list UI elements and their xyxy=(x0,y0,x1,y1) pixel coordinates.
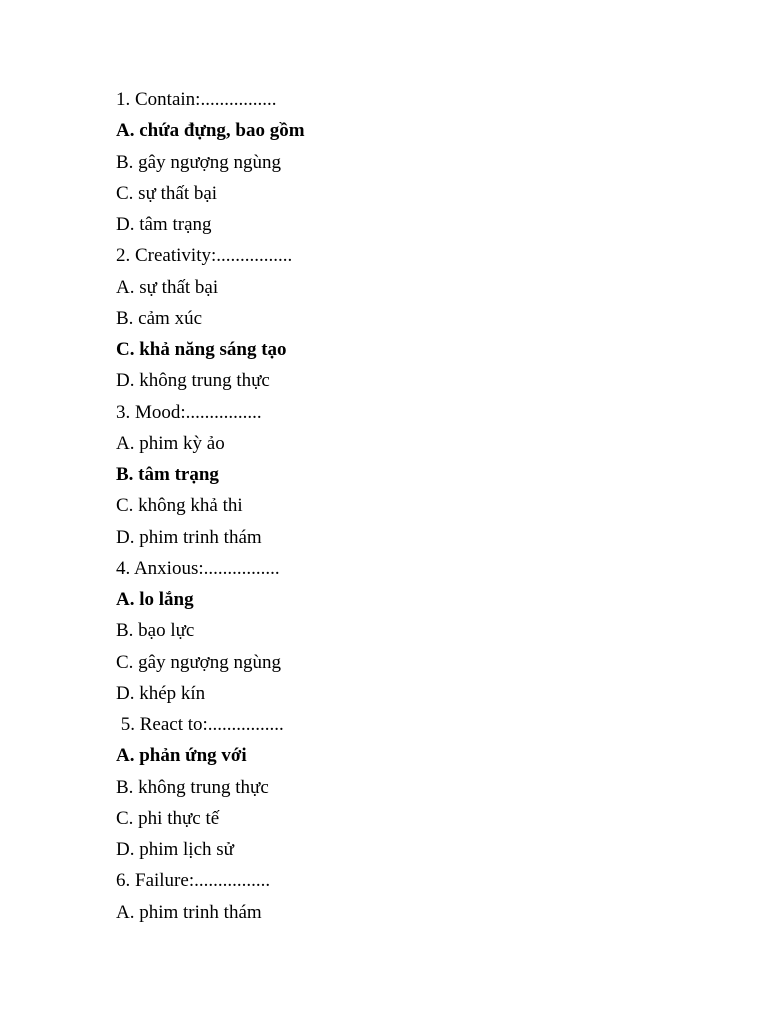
question-line: 1. Contain:................ xyxy=(116,89,277,110)
option-line: C. sự thất bại xyxy=(116,182,218,204)
option-line: D. không trung thực xyxy=(116,370,270,392)
option-line: C. không khả thi xyxy=(116,495,243,517)
option-line: D. phim lịch sử xyxy=(116,839,234,860)
option-line: B. gây ngượng ngùng xyxy=(116,151,281,173)
correct-answer-line: B. tâm trạng xyxy=(116,464,219,485)
option-line: C. gây ngượng ngùng xyxy=(116,651,281,673)
question-line: 2. Creativity:................ xyxy=(116,245,293,267)
correct-answer-line: C. khả năng sáng tạo xyxy=(116,339,287,360)
question-line: 6. Failure:................ xyxy=(116,870,271,892)
correct-answer-line: A. phản ứng với xyxy=(116,745,247,767)
option-line: A. phim trinh thám xyxy=(116,901,262,923)
option-line: B. cảm xúc xyxy=(116,307,203,329)
option-line: B. bạo lực xyxy=(116,620,195,642)
question-line: 3. Mood:................ xyxy=(116,401,262,423)
option-line: D. khép kín xyxy=(116,682,206,704)
question-line: 5. React to:................ xyxy=(116,714,284,735)
option-line: D. phim trinh thám xyxy=(116,526,262,548)
option-line: C. phi thực tế xyxy=(116,807,220,829)
question-line: 4. Anxious:................ xyxy=(116,557,280,579)
correct-answer-line: A. lo lắng xyxy=(116,589,194,610)
option-line: A. phim kỳ ảo xyxy=(116,432,225,454)
option-line: B. không trung thực xyxy=(116,776,269,798)
question-list xyxy=(116,86,716,930)
option-line: A. sự thất bại xyxy=(116,276,219,298)
option-line: D. tâm trạng xyxy=(116,214,212,235)
correct-answer-line: A. chứa đựng, bao gồm xyxy=(116,120,305,142)
